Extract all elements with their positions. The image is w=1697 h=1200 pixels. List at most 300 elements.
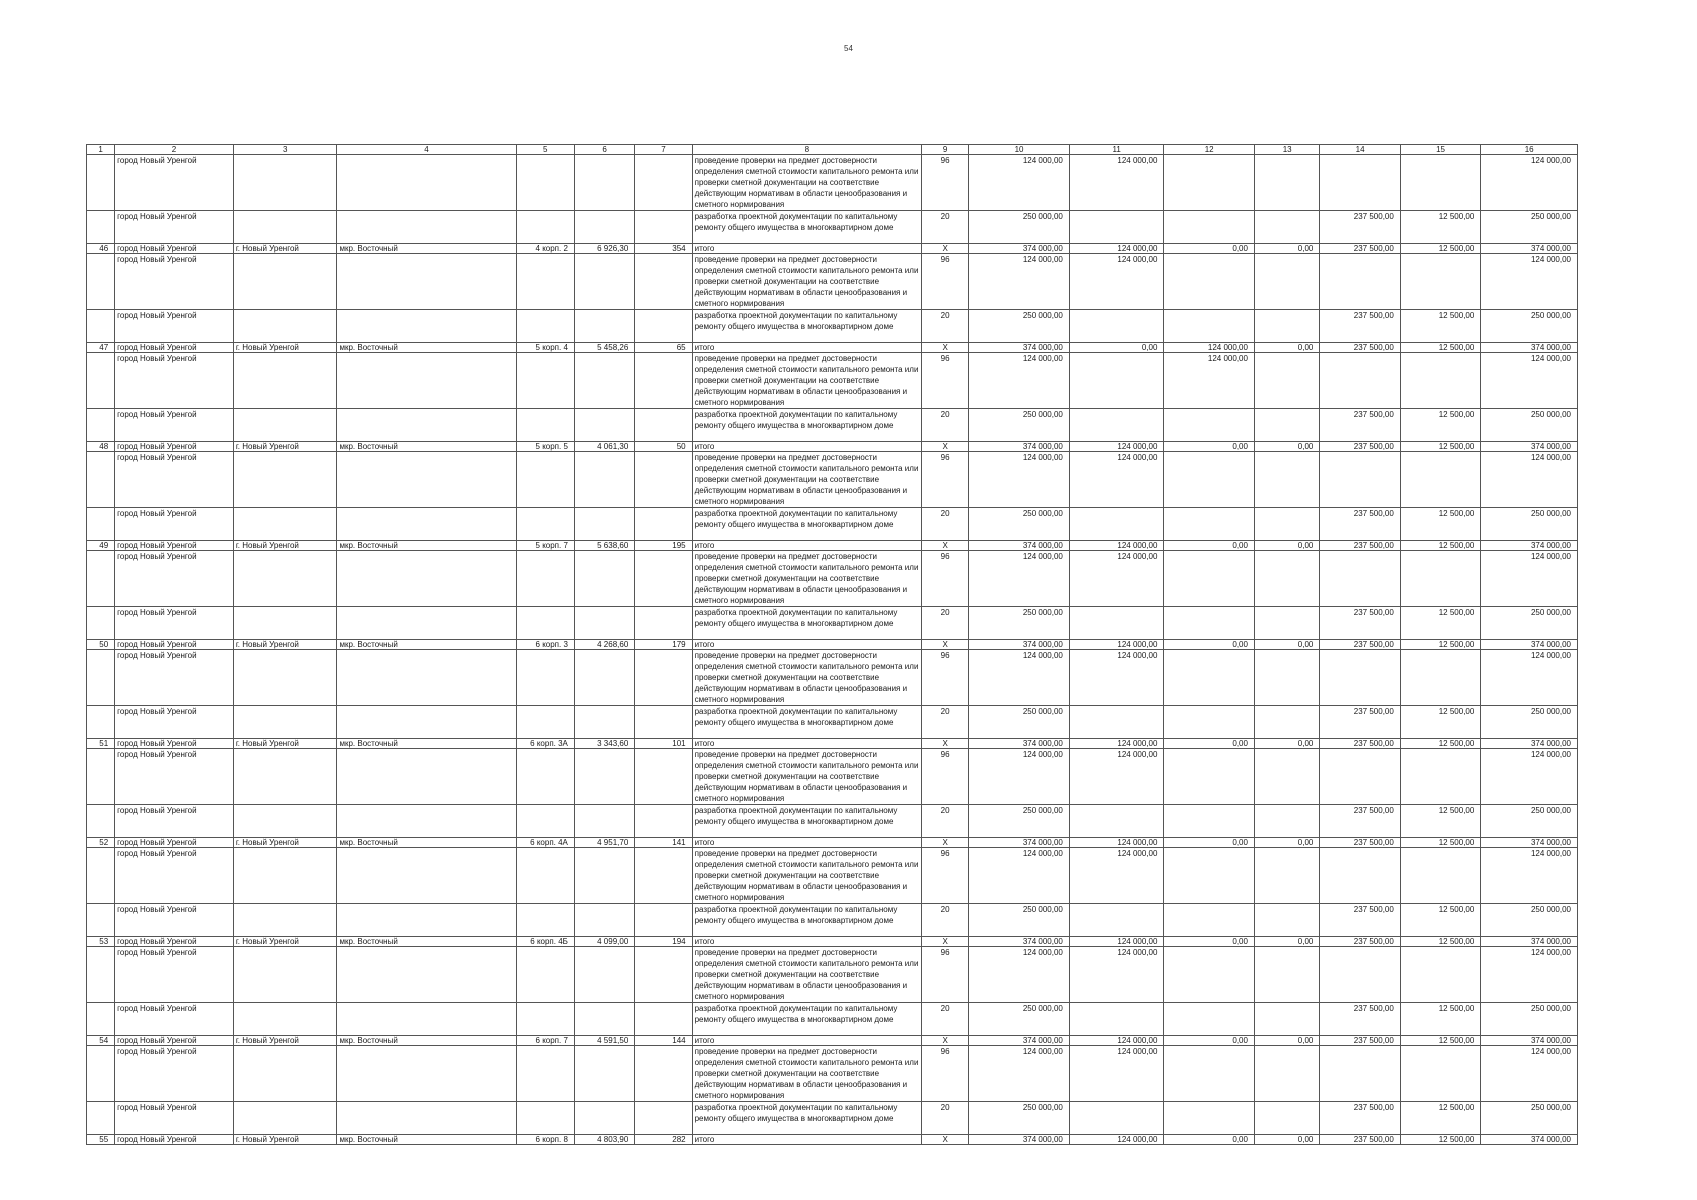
amount-cell: 250 000,00 [969,805,1070,838]
amount-cell [1320,650,1400,706]
amount-cell [1254,211,1319,244]
amount-cell: 374 000,00 [1481,838,1578,848]
building-cell [516,947,574,1003]
amount-cell: 250 000,00 [1481,805,1578,838]
amount-cell [1164,155,1255,211]
area-cell [574,848,634,904]
amount-cell [1164,947,1255,1003]
amount-cell: 250 000,00 [969,706,1070,739]
code-cell: X [921,442,968,452]
amount-cell [1164,1003,1255,1036]
people-cell [635,749,692,805]
building-cell [516,353,574,409]
amount-cell: 250 000,00 [969,409,1070,442]
row-number-cell: 48 [87,442,115,452]
region-cell: город Новый Уренгой [115,409,234,442]
work-type-cell: разработка проектной документации по капитальному ремонту общего имущества в многоквартирном доме [692,508,921,541]
row-number-cell [87,1003,115,1036]
region-cell: город Новый Уренгой [115,254,234,310]
building-cell [516,805,574,838]
code-cell: 96 [921,452,968,508]
area-cell [574,155,634,211]
amount-cell [1069,805,1164,838]
work-type-cell: разработка проектной документации по капитальному ремонту общего имущества в многоквартирном доме [692,805,921,838]
amount-cell: 124 000,00 [1481,254,1578,310]
city-cell [233,310,337,343]
code-cell: 96 [921,1046,968,1102]
code-cell: 20 [921,805,968,838]
work-type-cell: разработка проектной документации по капитальному ремонту общего имущества в многоквартирном доме [692,310,921,343]
city-cell [233,650,337,706]
amount-cell: 250 000,00 [969,508,1070,541]
amount-cell [1164,508,1255,541]
building-cell [516,452,574,508]
row-number-cell [87,155,115,211]
people-cell [635,254,692,310]
amount-cell [1400,452,1480,508]
amount-cell [1069,211,1164,244]
district-cell [337,904,516,937]
work-type-cell: итого [692,343,921,353]
district-cell [337,805,516,838]
city-cell [233,848,337,904]
work-type-cell: итого [692,937,921,947]
row-number-cell [87,1102,115,1135]
building-cell [516,607,574,640]
work-row-check [87,254,1578,310]
amount-cell: 0,00 [1254,1135,1319,1145]
city-cell [233,508,337,541]
amount-cell: 250 000,00 [969,607,1070,640]
row-number-cell [87,607,115,640]
building-cell [516,650,574,706]
work-type-cell: проведение проверки на предмет достоверности определения сметной стоимости капитального ремонта или проверки сметной документации на соответствие действующим нормативам в области ценообразования и сметного нормирования [692,1046,921,1102]
code-cell: 20 [921,310,968,343]
work-type-cell: проведение проверки на предмет достоверности определения сметной стоимости капитального ремонта или проверки сметной документации на соответствие действующим нормативам в области ценообразования и сметного нормирования [692,452,921,508]
building-cell: 6 корп. 3 [516,640,574,650]
work-row-check [87,1046,1578,1102]
amount-cell [1254,409,1319,442]
total-row [87,1135,1578,1145]
city-cell [233,1003,337,1036]
amount-cell [1320,749,1400,805]
row-number-cell: 50 [87,640,115,650]
row-number-cell [87,805,115,838]
building-cell [516,706,574,739]
building-cell [516,508,574,541]
city-cell [233,607,337,640]
amount-cell: 237 500,00 [1320,310,1400,343]
building-cell [516,749,574,805]
district-cell [337,650,516,706]
code-cell: 96 [921,254,968,310]
row-number-cell [87,650,115,706]
work-type-cell: проведение проверки на предмет достоверности определения сметной стоимости капитального ремонта или проверки сметной документации на соответствие действующим нормативам в области ценообразования и сметного нормирования [692,254,921,310]
total-row [87,442,1578,452]
code-cell: 96 [921,848,968,904]
city-cell [233,749,337,805]
amount-cell: 250 000,00 [969,310,1070,343]
amount-cell: 124 000,00 [1481,650,1578,706]
city-cell: г. Новый Уренгой [233,442,337,452]
district-cell [337,452,516,508]
amount-cell: 237 500,00 [1320,508,1400,541]
district-cell: мкр. Восточный [337,343,516,353]
amount-cell: 374 000,00 [969,739,1070,749]
work-type-cell: итого [692,244,921,254]
people-cell [635,155,692,211]
work-row-check [87,650,1578,706]
amount-cell: 0,00 [1164,1036,1255,1046]
region-cell: город Новый Уренгой [115,937,234,947]
amount-cell: 237 500,00 [1320,937,1400,947]
amount-cell: 124 000,00 [1481,155,1578,211]
area-cell [574,1046,634,1102]
total-row [87,244,1578,254]
amount-cell: 12 500,00 [1400,310,1480,343]
work-type-cell: итого [692,640,921,650]
amount-cell [1400,353,1480,409]
amount-cell: 237 500,00 [1320,1102,1400,1135]
code-cell: 96 [921,749,968,805]
district-cell: мкр. Восточный [337,1036,516,1046]
people-cell [635,1046,692,1102]
work-type-cell: проведение проверки на предмет достоверности определения сметной стоимости капитального ремонта или проверки сметной документации на соответствие действующим нормативам в области ценообразования и сметного нормирования [692,749,921,805]
amount-cell [1164,310,1255,343]
amount-cell: 124 000,00 [1069,739,1164,749]
amount-cell: 124 000,00 [1069,244,1164,254]
amount-cell: 12 500,00 [1400,1036,1480,1046]
total-row [87,541,1578,551]
area-cell [574,947,634,1003]
building-cell: 6 корп. 8 [516,1135,574,1145]
area-cell [574,749,634,805]
amount-cell: 237 500,00 [1320,706,1400,739]
amount-cell: 374 000,00 [969,442,1070,452]
amount-cell [1069,706,1164,739]
work-type-cell: итого [692,442,921,452]
amount-cell [1164,551,1255,607]
city-cell [233,409,337,442]
column-header: 1 [87,145,115,155]
column-header: 2 [115,145,234,155]
amount-cell: 237 500,00 [1320,1003,1400,1036]
amount-cell [1164,409,1255,442]
amount-cell [1254,551,1319,607]
amount-cell: 124 000,00 [1481,1046,1578,1102]
amount-cell [1320,848,1400,904]
amount-cell: 250 000,00 [1481,409,1578,442]
work-row-design [87,1102,1578,1135]
city-cell: г. Новый Уренгой [233,343,337,353]
capital-repair-table [86,144,1578,1145]
building-cell [516,409,574,442]
amount-cell: 124 000,00 [969,848,1070,904]
amount-cell: 124 000,00 [1069,1046,1164,1102]
people-cell: 354 [635,244,692,254]
row-number-cell [87,211,115,244]
total-row [87,343,1578,353]
people-cell: 65 [635,343,692,353]
building-cell: 5 корп. 5 [516,442,574,452]
area-cell [574,805,634,838]
amount-cell [1254,1102,1319,1135]
row-number-cell [87,1046,115,1102]
amount-cell: 124 000,00 [1069,838,1164,848]
area-cell [574,211,634,244]
column-header: 7 [635,145,692,155]
district-cell [337,551,516,607]
row-number-cell [87,452,115,508]
amount-cell: 12 500,00 [1400,838,1480,848]
code-cell: 96 [921,551,968,607]
row-number-cell [87,749,115,805]
building-cell: 6 корп. 7 [516,1036,574,1046]
amount-cell [1254,353,1319,409]
work-row-check [87,848,1578,904]
amount-cell: 250 000,00 [1481,706,1578,739]
amount-cell: 237 500,00 [1320,409,1400,442]
code-cell: X [921,1135,968,1145]
code-cell: 20 [921,508,968,541]
district-cell [337,508,516,541]
city-cell [233,947,337,1003]
amount-cell [1400,254,1480,310]
building-cell [516,848,574,904]
region-cell: город Новый Уренгой [115,848,234,904]
building-cell [516,310,574,343]
city-cell [233,805,337,838]
amount-cell: 124 000,00 [1164,343,1255,353]
district-cell: мкр. Восточный [337,838,516,848]
work-row-design [87,805,1578,838]
amount-cell: 124 000,00 [1069,442,1164,452]
column-header: 6 [574,145,634,155]
amount-cell [1164,452,1255,508]
code-cell: X [921,838,968,848]
total-row [87,838,1578,848]
amount-cell: 0,00 [1164,442,1255,452]
work-row-design [87,409,1578,442]
people-cell [635,607,692,640]
amount-cell: 237 500,00 [1320,838,1400,848]
amount-cell: 237 500,00 [1320,211,1400,244]
amount-cell: 237 500,00 [1320,1135,1400,1145]
amount-cell: 124 000,00 [1069,541,1164,551]
area-cell: 4 803,90 [574,1135,634,1145]
district-cell [337,749,516,805]
code-cell: 20 [921,904,968,937]
region-cell: город Новый Уренгой [115,551,234,607]
region-cell: город Новый Уренгой [115,244,234,254]
area-cell [574,310,634,343]
city-cell [233,211,337,244]
city-cell: г. Новый Уренгой [233,244,337,254]
amount-cell [1254,848,1319,904]
amount-cell: 0,00 [1069,343,1164,353]
amount-cell: 250 000,00 [969,904,1070,937]
amount-cell: 374 000,00 [969,1135,1070,1145]
region-cell: город Новый Уренгой [115,1135,234,1145]
total-row [87,640,1578,650]
region-cell: город Новый Уренгой [115,442,234,452]
work-row-check [87,353,1578,409]
row-number-cell: 55 [87,1135,115,1145]
district-cell [337,254,516,310]
amount-cell: 374 000,00 [1481,1036,1578,1046]
area-cell [574,706,634,739]
district-cell: мкр. Восточный [337,937,516,947]
work-row-design [87,706,1578,739]
amount-cell: 250 000,00 [1481,904,1578,937]
amount-cell: 374 000,00 [1481,442,1578,452]
column-header: 9 [921,145,968,155]
amount-cell: 250 000,00 [1481,211,1578,244]
region-cell: город Новый Уренгой [115,1046,234,1102]
region-cell: город Новый Уренгой [115,706,234,739]
work-type-cell: проведение проверки на предмет достоверности определения сметной стоимости капитального ремонта или проверки сметной документации на соответствие действующим нормативам в области ценообразования и сметного нормирования [692,353,921,409]
amount-cell [1069,353,1164,409]
amount-cell [1164,607,1255,640]
amount-cell [1254,947,1319,1003]
city-cell: г. Новый Уренгой [233,937,337,947]
code-cell: 20 [921,607,968,640]
amount-cell: 12 500,00 [1400,442,1480,452]
work-type-cell: разработка проектной документации по капитальному ремонту общего имущества в многоквартирном доме [692,904,921,937]
amount-cell: 0,00 [1254,541,1319,551]
work-type-cell: итого [692,739,921,749]
people-cell [635,706,692,739]
district-cell [337,310,516,343]
building-cell: 6 корп. 4А [516,838,574,848]
row-number-cell: 51 [87,739,115,749]
city-cell [233,155,337,211]
region-cell: город Новый Уренгой [115,353,234,409]
amount-cell: 0,00 [1254,1036,1319,1046]
work-row-design [87,904,1578,937]
code-cell: 96 [921,155,968,211]
row-number-cell [87,551,115,607]
row-number-cell: 53 [87,937,115,947]
city-cell [233,1046,337,1102]
city-cell [233,254,337,310]
row-number-cell [87,848,115,904]
row-number-cell: 47 [87,343,115,353]
work-type-cell: проведение проверки на предмет достоверности определения сметной стоимости капитального ремонта или проверки сметной документации на соответствие действующим нормативам в области ценообразования и сметного нормирования [692,155,921,211]
work-row-check [87,551,1578,607]
building-cell: 6 корп. 3А [516,739,574,749]
building-cell [516,211,574,244]
amount-cell [1164,848,1255,904]
amount-cell: 124 000,00 [969,947,1070,1003]
amount-cell: 124 000,00 [1481,551,1578,607]
work-type-cell: проведение проверки на предмет достоверности определения сметной стоимости капитального ремонта или проверки сметной документации на соответствие действующим нормативам в области ценообразования и сметного нормирования [692,551,921,607]
area-cell: 5 458,26 [574,343,634,353]
amount-cell: 237 500,00 [1320,244,1400,254]
amount-cell: 124 000,00 [1069,155,1164,211]
people-cell [635,452,692,508]
amount-cell [1320,1046,1400,1102]
row-number-cell [87,706,115,739]
column-header: 11 [1069,145,1164,155]
area-cell: 4 951,70 [574,838,634,848]
area-cell: 6 926,30 [574,244,634,254]
work-row-design [87,508,1578,541]
amount-cell: 374 000,00 [1481,937,1578,947]
amount-cell: 0,00 [1254,838,1319,848]
amount-cell [1254,1003,1319,1036]
district-cell [337,1046,516,1102]
people-cell [635,848,692,904]
work-row-check [87,749,1578,805]
people-cell [635,1102,692,1135]
code-cell: 96 [921,650,968,706]
people-cell: 195 [635,541,692,551]
amount-cell: 374 000,00 [1481,343,1578,353]
amount-cell: 12 500,00 [1400,805,1480,838]
row-number-cell [87,508,115,541]
region-cell: город Новый Уренгой [115,1003,234,1036]
amount-cell [1069,1102,1164,1135]
work-type-cell: итого [692,1036,921,1046]
work-type-cell: проведение проверки на предмет достоверности определения сметной стоимости капитального ремонта или проверки сметной документации на соответствие действующим нормативам в области ценообразования и сметного нормирования [692,947,921,1003]
city-cell [233,1102,337,1135]
region-cell: город Новый Уренгой [115,1102,234,1135]
amount-cell: 250 000,00 [1481,310,1578,343]
amount-cell [1254,805,1319,838]
people-cell [635,310,692,343]
amount-cell: 124 000,00 [1069,848,1164,904]
city-cell [233,904,337,937]
amount-cell: 124 000,00 [969,551,1070,607]
amount-cell [1320,947,1400,1003]
code-cell: X [921,343,968,353]
row-number-cell [87,353,115,409]
city-cell: г. Новый Уренгой [233,1135,337,1145]
amount-cell: 124 000,00 [1481,452,1578,508]
amount-cell: 12 500,00 [1400,607,1480,640]
amount-cell [1400,1046,1480,1102]
amount-cell: 12 500,00 [1400,706,1480,739]
amount-cell: 124 000,00 [1069,749,1164,805]
amount-cell: 237 500,00 [1320,343,1400,353]
people-cell [635,508,692,541]
people-cell [635,805,692,838]
amount-cell: 250 000,00 [1481,1003,1578,1036]
total-row [87,937,1578,947]
amount-cell: 250 000,00 [1481,508,1578,541]
people-cell [635,551,692,607]
district-cell: мкр. Восточный [337,442,516,452]
amount-cell [1069,1003,1164,1036]
amount-cell: 374 000,00 [1481,541,1578,551]
region-cell: город Новый Уренгой [115,904,234,937]
code-cell: X [921,1036,968,1046]
building-cell [516,1046,574,1102]
amount-cell: 12 500,00 [1400,1102,1480,1135]
row-number-cell [87,254,115,310]
amount-cell: 0,00 [1254,739,1319,749]
amount-cell [1320,452,1400,508]
work-type-cell: итого [692,838,921,848]
amount-cell: 0,00 [1164,937,1255,947]
amount-cell [1069,607,1164,640]
region-cell: город Новый Уренгой [115,607,234,640]
district-cell [337,706,516,739]
building-cell: 4 корп. 2 [516,244,574,254]
amount-cell [1254,310,1319,343]
people-cell: 194 [635,937,692,947]
